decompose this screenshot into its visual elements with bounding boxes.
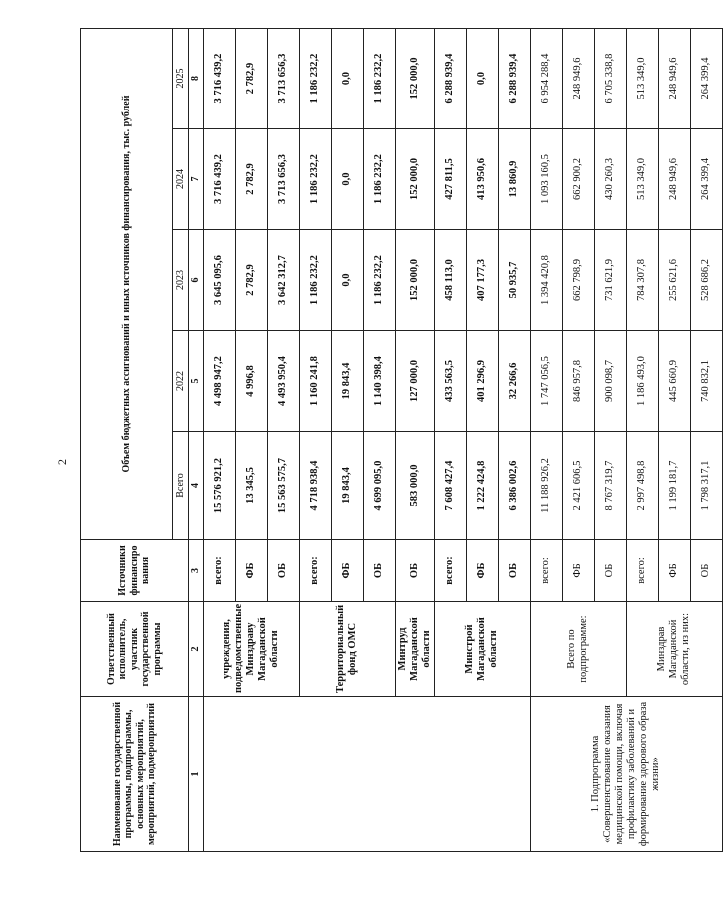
header-col3: Источники финансиро вания (81, 540, 189, 602)
value-cell: 401 296,9 (466, 331, 498, 432)
value-cell: 13 860,9 (498, 129, 530, 230)
value-cell: 513 349,0 (626, 129, 658, 230)
value-cell: 1 140 398,4 (363, 331, 395, 432)
col-number: 8 (189, 29, 204, 129)
value-cell: 4 718 938,4 (299, 432, 331, 540)
value-cell: 0,0 (331, 230, 363, 331)
page-number: 2 (55, 459, 69, 465)
value-cell: 32 266,6 (498, 331, 530, 432)
source-cell: ОБ (395, 540, 434, 602)
value-cell: 731 621,9 (594, 230, 626, 331)
value-cell: 1 199 181,7 (658, 432, 690, 540)
source-cell: ОБ (498, 540, 530, 602)
value-cell: 1 186 232,2 (363, 29, 395, 129)
value-cell: 1 186 232,2 (299, 29, 331, 129)
value-cell: 1 186 232,2 (299, 129, 331, 230)
minzdrav-label: Минздрав Магаданской области, из них: (626, 602, 722, 697)
col-number: 1 (189, 697, 204, 852)
value-cell: 152 000,0 (395, 230, 434, 331)
value-cell: 3 645 095,6 (203, 230, 235, 331)
value-cell: 427 811,5 (434, 129, 466, 230)
value-cell: 264 399,4 (690, 129, 722, 230)
value-cell: 6 288 939,4 (498, 29, 530, 129)
value-cell: 513 349,0 (626, 29, 658, 129)
value-cell: 433 563,5 (434, 331, 466, 432)
source-cell: ФБ (235, 540, 267, 602)
value-cell: 3 713 656,3 (267, 29, 299, 129)
value-cell: 740 832,1 (690, 331, 722, 432)
value-cell: 248 949,6 (658, 29, 690, 129)
col-number: 5 (189, 331, 204, 432)
value-cell: 1 798 317,1 (690, 432, 722, 540)
value-cell: 458 113,0 (434, 230, 466, 331)
header-year: 2022 (173, 331, 189, 432)
executor-cell: Минтруд Магаданской области (395, 602, 434, 697)
source-cell: ОБ (594, 540, 626, 602)
value-cell: 662 900,2 (562, 129, 594, 230)
value-cell: 248 949,6 (562, 29, 594, 129)
col-number: 3 (189, 540, 204, 602)
value-cell: 1 747 056,5 (530, 331, 562, 432)
value-cell: 4 493 950,4 (267, 331, 299, 432)
source-cell: ФБ (562, 540, 594, 602)
executor-cell: Территориальный фонд ОМС (299, 602, 395, 697)
value-cell: 15 576 921,2 (203, 432, 235, 540)
value-cell: 248 949,6 (658, 129, 690, 230)
value-cell: 407 177,3 (466, 230, 498, 331)
funding-table (80, 28, 723, 852)
col-number: 2 (189, 602, 204, 697)
value-cell: 2 421 606,5 (562, 432, 594, 540)
value-cell: 528 686,2 (690, 230, 722, 331)
source-cell: всего: (299, 540, 331, 602)
value-cell: 0,0 (331, 129, 363, 230)
value-cell: 264 399,4 (690, 29, 722, 129)
value-cell: 4 699 095,0 (363, 432, 395, 540)
col-number: 4 (189, 432, 204, 540)
value-cell: 662 798,9 (562, 230, 594, 331)
subprogram-total-label: Всего по подпрограмме: (530, 602, 626, 697)
table-row (530, 29, 562, 852)
value-cell: 4 996,8 (235, 331, 267, 432)
value-cell: 127 000,0 (395, 331, 434, 432)
header-funding: Объем бюджетных ассигнований и иных источников финансирования, тыс. рублей (81, 29, 173, 540)
value-cell: 6 954 288,4 (530, 29, 562, 129)
source-cell: ФБ (658, 540, 690, 602)
value-cell: 11 188 926,2 (530, 432, 562, 540)
value-cell: 2 997 498,8 (626, 432, 658, 540)
source-cell: всего: (626, 540, 658, 602)
value-cell: 1 186 232,2 (363, 129, 395, 230)
value-cell: 430 260,3 (594, 129, 626, 230)
col-number: 7 (189, 129, 204, 230)
value-cell: 2 782,9 (235, 129, 267, 230)
executor-cell: учреждения, подведомственные Минздраву Магаданской области (203, 602, 299, 697)
value-cell: 2 782,9 (235, 29, 267, 129)
value-cell: 8 767 319,7 (594, 432, 626, 540)
source-cell: ФБ (331, 540, 363, 602)
header-col1: Наименование государственной программы, подпрограммы, основных мероприятий, мероприятий, подмероприятий (81, 697, 189, 852)
source-cell: всего: (434, 540, 466, 602)
rotated-page (80, 29, 712, 852)
value-cell: 7 608 427,4 (434, 432, 466, 540)
value-cell: 3 716 439,2 (203, 29, 235, 129)
header-row (81, 29, 173, 852)
value-cell: 152 000,0 (395, 129, 434, 230)
header-year: 2024 (173, 129, 189, 230)
value-cell: 1 222 424,8 (466, 432, 498, 540)
source-cell: всего: (530, 540, 562, 602)
value-cell: 846 957,8 (562, 331, 594, 432)
value-cell: 3 713 656,3 (267, 129, 299, 230)
value-cell: 152 000,0 (395, 29, 434, 129)
value-cell: 255 621,6 (658, 230, 690, 331)
table-row (203, 29, 235, 852)
value-cell: 413 950,6 (466, 129, 498, 230)
program-name-cell (203, 697, 530, 852)
header-year: 2025 (173, 29, 189, 129)
value-cell: 6 288 939,4 (434, 29, 466, 129)
source-cell: ОБ (267, 540, 299, 602)
value-cell: 13 345,5 (235, 432, 267, 540)
subprogram-name: 1. Подпрограмма «Совершенствование оказания медицинской помощи, включая профилактику заболеваний и формирование здорового образа жизни» (530, 697, 722, 852)
value-cell: 0,0 (331, 29, 363, 129)
col-number: 6 (189, 230, 204, 331)
source-cell: всего: (203, 540, 235, 602)
value-cell: 19 843,4 (331, 432, 363, 540)
value-cell: 1 093 160,5 (530, 129, 562, 230)
value-cell: 1 186 232,2 (363, 230, 395, 331)
value-cell: 1 186 232,2 (299, 230, 331, 331)
value-cell: 4 498 947,2 (203, 331, 235, 432)
column-numbers-row (189, 29, 204, 852)
value-cell: 784 307,8 (626, 230, 658, 331)
header-col2: Ответственный исполнитель, участник государственной программы (81, 602, 189, 697)
source-cell: ОБ (363, 540, 395, 602)
value-cell: 0,0 (466, 29, 498, 129)
executor-cell: Минстрой Магаданской области (434, 602, 530, 697)
value-cell: 900 098,7 (594, 331, 626, 432)
value-cell: 2 782,9 (235, 230, 267, 331)
source-cell: ФБ (466, 540, 498, 602)
value-cell: 3 716 439,2 (203, 129, 235, 230)
header-year: 2023 (173, 230, 189, 331)
value-cell: 583 000,0 (395, 432, 434, 540)
source-cell: ОБ (690, 540, 722, 602)
value-cell: 19 843,4 (331, 331, 363, 432)
value-cell: 445 660,9 (658, 331, 690, 432)
value-cell: 3 642 312,7 (267, 230, 299, 331)
header-total: Всего (173, 432, 189, 540)
value-cell: 50 935,7 (498, 230, 530, 331)
value-cell: 1 186 493,0 (626, 331, 658, 432)
value-cell: 1 160 241,8 (299, 331, 331, 432)
value-cell: 15 563 575,7 (267, 432, 299, 540)
value-cell: 1 394 420,8 (530, 230, 562, 331)
value-cell: 6 705 338,8 (594, 29, 626, 129)
value-cell: 6 386 002,6 (498, 432, 530, 540)
